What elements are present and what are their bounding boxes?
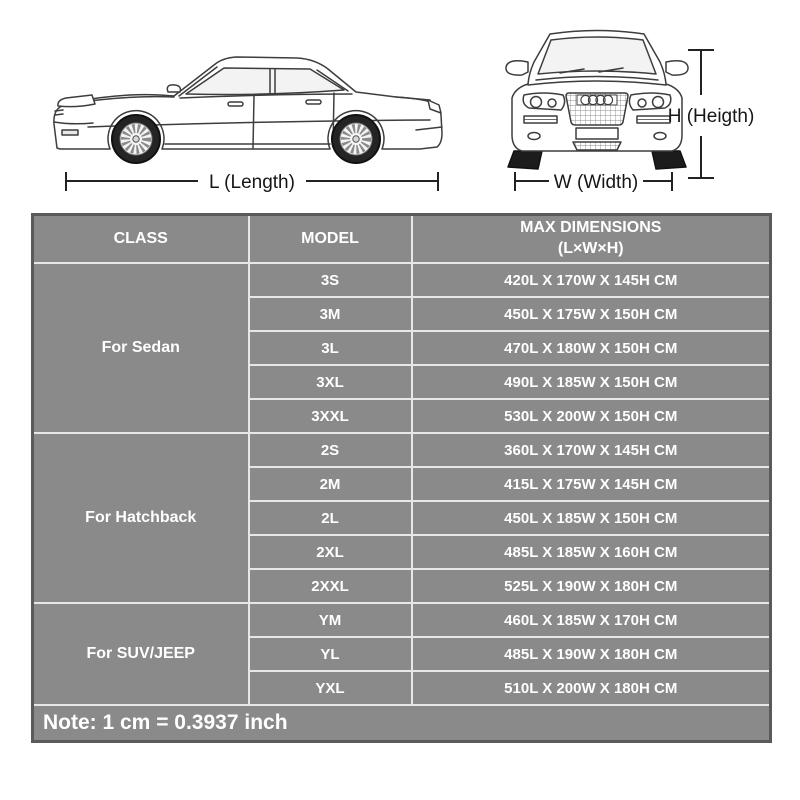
dimensions-cell: 510L X 200W X 180H CM	[412, 671, 771, 705]
model-cell: 3S	[249, 263, 412, 297]
dimensions-cell: 485L X 190W X 180H CM	[412, 637, 771, 671]
model-cell: YXL	[249, 671, 412, 705]
dimensions-cell: 490L X 185W X 150H CM	[412, 365, 771, 399]
model-cell: 2XXL	[249, 569, 412, 603]
class-cell: For Sedan	[33, 263, 249, 433]
class-column-header: CLASS	[33, 215, 249, 264]
dimensions-cell: 420L X 170W X 145H CM	[412, 263, 771, 297]
car-front-view-illustration	[506, 31, 688, 170]
table-row	[33, 603, 771, 637]
table-row	[33, 263, 771, 297]
dimensions-cell: 450L X 185W X 150H CM	[412, 501, 771, 535]
model-cell: 3XL	[249, 365, 412, 399]
model-cell: 3L	[249, 331, 412, 365]
dimensions-cell: 530L X 200W X 150H CM	[412, 399, 771, 433]
size-table-body	[33, 263, 771, 705]
note-text: Note: 1 cm = 0.3937 inch	[33, 705, 771, 742]
model-cell: 2S	[249, 433, 412, 467]
dimensions-cell: 450L X 175W X 150H CM	[412, 297, 771, 331]
dimensions-cell: 360L X 170W X 145H CM	[412, 433, 771, 467]
note-row	[33, 705, 771, 742]
dimensions-cell: 415L X 175W X 145H CM	[412, 467, 771, 501]
dimensions-cell: 470L X 180W X 150H CM	[412, 331, 771, 365]
class-cell: For Hatchback	[33, 433, 249, 603]
dimensions-cell: 485L X 185W X 160H CM	[412, 535, 771, 569]
size-table	[31, 213, 772, 743]
model-cell: 2L	[249, 501, 412, 535]
model-cell: 2XL	[249, 535, 412, 569]
model-cell: YM	[249, 603, 412, 637]
model-column-header: MODEL	[249, 215, 412, 264]
width-dimension-label: W (Width)	[553, 172, 639, 193]
header-row	[33, 215, 771, 264]
model-cell: 3XXL	[249, 399, 412, 433]
table-row	[33, 433, 771, 467]
car-dimensions-diagram	[0, 0, 800, 206]
dimensions-column-header	[412, 215, 771, 264]
class-cell: For SUV/JEEP	[33, 603, 249, 705]
model-cell: YL	[249, 637, 412, 671]
length-dimension-label: L (Length)	[209, 172, 295, 193]
height-dimension-label: H (Heigth)	[667, 106, 755, 127]
model-cell: 3M	[249, 297, 412, 331]
dimensions-header-line2: (L×W×H)	[557, 240, 624, 257]
dimensions-cell: 460L X 185W X 170H CM	[412, 603, 771, 637]
size-table-header	[33, 215, 771, 264]
dimensions-cell: 525L X 190W X 180H CM	[412, 569, 771, 603]
dimensions-header-line1: MAX DIMENSIONS	[520, 219, 662, 237]
model-cell: 2M	[249, 467, 412, 501]
size-table-footer	[33, 705, 771, 742]
